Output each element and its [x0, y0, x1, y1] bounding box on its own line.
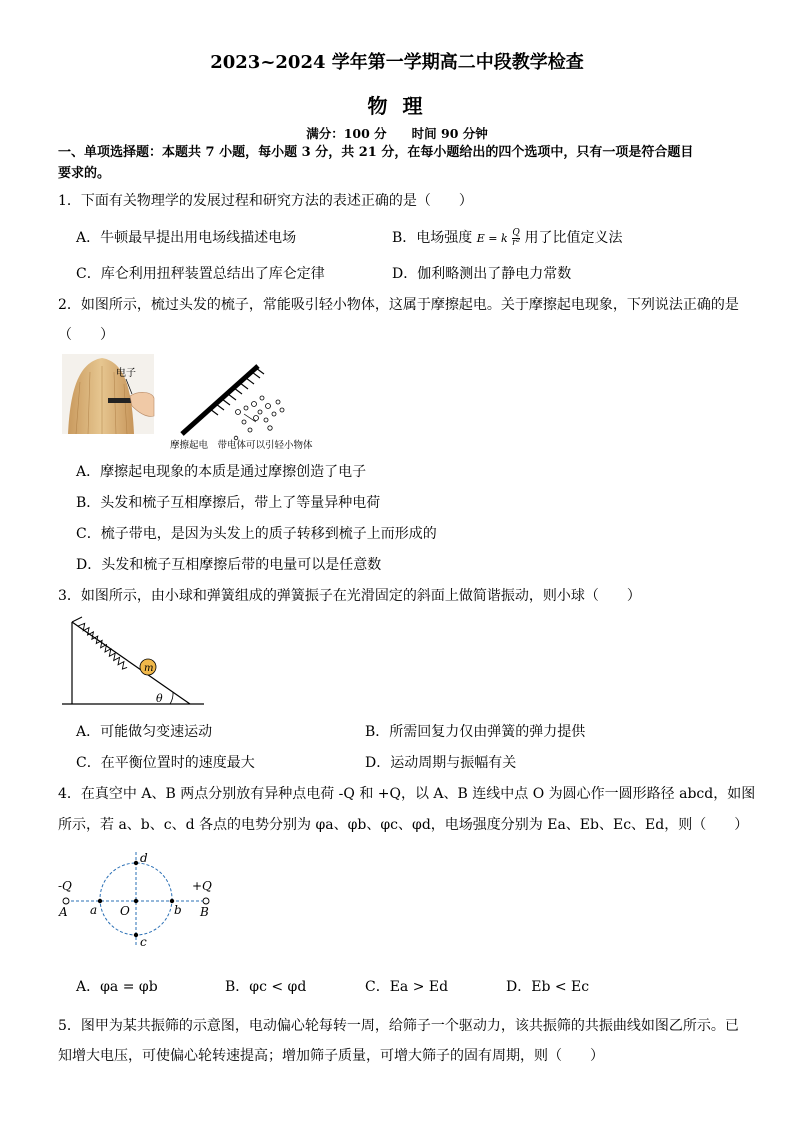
charge-a — [63, 898, 69, 904]
q3-option-d: D．运动周期与振幅有关 — [365, 755, 517, 771]
label-O: O — [120, 904, 130, 918]
q2-option-c: C．梳子带电，是因为头发上的质子转移到梳子上而形成的 — [76, 526, 437, 542]
q4-option-a: A．φa = φb — [76, 979, 158, 995]
q1-formula-numerator: Q — [512, 227, 520, 238]
q1-stem: 1．下面有关物理学的发展过程和研究方法的表述正确的是（ ） — [58, 193, 473, 209]
q4-circle-figure — [56, 846, 226, 954]
q2-stem-line1: 2．如图所示，梳过头发的梳子，常能吸引轻小物体，这属于摩擦起电。关于摩擦起电现象，下列说法正确的是 — [58, 297, 739, 313]
subject-title: 物 理 — [367, 94, 427, 118]
q4-option-b: B．φc < φd — [225, 979, 307, 995]
point-o — [134, 899, 138, 903]
q3-option-c: C．在平衡位置时的速度最大 — [76, 755, 255, 771]
q2-option-b: B．头发和梳子互相摩擦后，带上了等量异种电荷 — [76, 495, 381, 511]
q1-option-b — [392, 227, 622, 248]
q2-stem-line2: （ ） — [58, 327, 114, 343]
section-heading-line2: 要求的。 — [58, 166, 111, 181]
q1-option-a: A．牛顿最早提出用电场线描述电场 — [76, 230, 297, 246]
charge-b — [203, 898, 209, 904]
exam-meta: 满分：100 分 时间 90 分钟 — [306, 126, 488, 141]
point-d — [134, 861, 138, 865]
q4-stem-line1: 4．在真空中 A、B 两点分别放有异种点电荷 -Q 和 +Q，以 A、B 连线中点 O 为圆心作一圆形路径 abcd，如图 — [58, 786, 756, 802]
q1-option-b-suffix: 用了比值定义法 — [524, 230, 623, 246]
label-a: a — [90, 903, 98, 917]
q4-option-c: C．Ea > Ed — [365, 979, 449, 995]
q1-formula-denominator: r² — [512, 237, 521, 248]
q2-figure-caption: 摩擦起电 带电体可以引轻小物体 — [170, 440, 313, 451]
point-a — [98, 899, 102, 903]
angle-arc — [170, 692, 173, 704]
q3-incline-figure — [58, 614, 218, 710]
label-pos-q: +Q — [192, 879, 212, 893]
label-A: A — [59, 905, 68, 919]
ball-mass-label: m — [144, 663, 154, 674]
q3-stem: 3．如图所示，由小球和弹簧组成的弹簧振子在光滑固定的斜面上做简谐振动，则小球（ ） — [58, 588, 641, 604]
q2-option-a: A．摩擦起电现象的本质是通过摩擦创造了电子 — [76, 464, 367, 480]
q1-formula-lhs: E = k — [476, 232, 508, 245]
section-heading — [58, 142, 738, 184]
q3-option-a: A．可能做匀变速运动 — [76, 724, 213, 740]
q4-stem-line2: 所示，若 a、b、c、d 各点的电势分别为 φa、φb、φc、φd，电场强度分别为 Ea、Eb、Ec、Ed，则（ ） — [58, 817, 749, 833]
exam-title: 2023~2024 学年第一学期高二中段教学检查 — [210, 52, 584, 73]
angle-label: θ — [156, 692, 163, 705]
electron-label: 电子 — [116, 368, 136, 379]
point-c — [134, 933, 138, 937]
q1-option-d: D．伽利略测出了静电力常数 — [392, 266, 572, 282]
section-heading-line1: 一、单项选择题：本题共 7 小题，每小题 3 分，共 21 分，在每小题给出的四个选项中，只有一项是符合题目 — [58, 145, 694, 160]
q5-stem-line2: 知增大电压，可使偏心轮转速提高；增加筛子质量，可增大筛子的固有周期，则（ ） — [58, 1048, 604, 1064]
label-neg-q: -Q — [58, 879, 72, 893]
q2-option-d: D．头发和梳子互相摩擦后带的电量可以是任意数 — [76, 557, 382, 573]
paper-bits — [234, 396, 284, 440]
q1-option-b-prefix: B．电场强度 — [392, 230, 473, 246]
q2-figure — [60, 352, 360, 452]
label-b: b — [174, 903, 182, 917]
label-B: B — [200, 905, 209, 919]
q1-formula-fraction — [512, 229, 520, 248]
q1-option-c: C．库仑利用扭秤装置总结出了库仑定律 — [76, 266, 325, 282]
q5-stem-line1: 5．图甲为某共振筛的示意图，电动偏心轮每转一周，给筛子一个驱动力，该共振筛的共振曲线如图乙所示。已 — [58, 1018, 739, 1034]
label-c: c — [140, 935, 147, 949]
label-d: d — [140, 851, 148, 865]
q4-option-d: D．Eb < Ec — [506, 979, 590, 995]
comb-drawing — [182, 366, 264, 434]
q3-option-b: B．所需回复力仅由弹簧的弹力提供 — [365, 724, 586, 740]
